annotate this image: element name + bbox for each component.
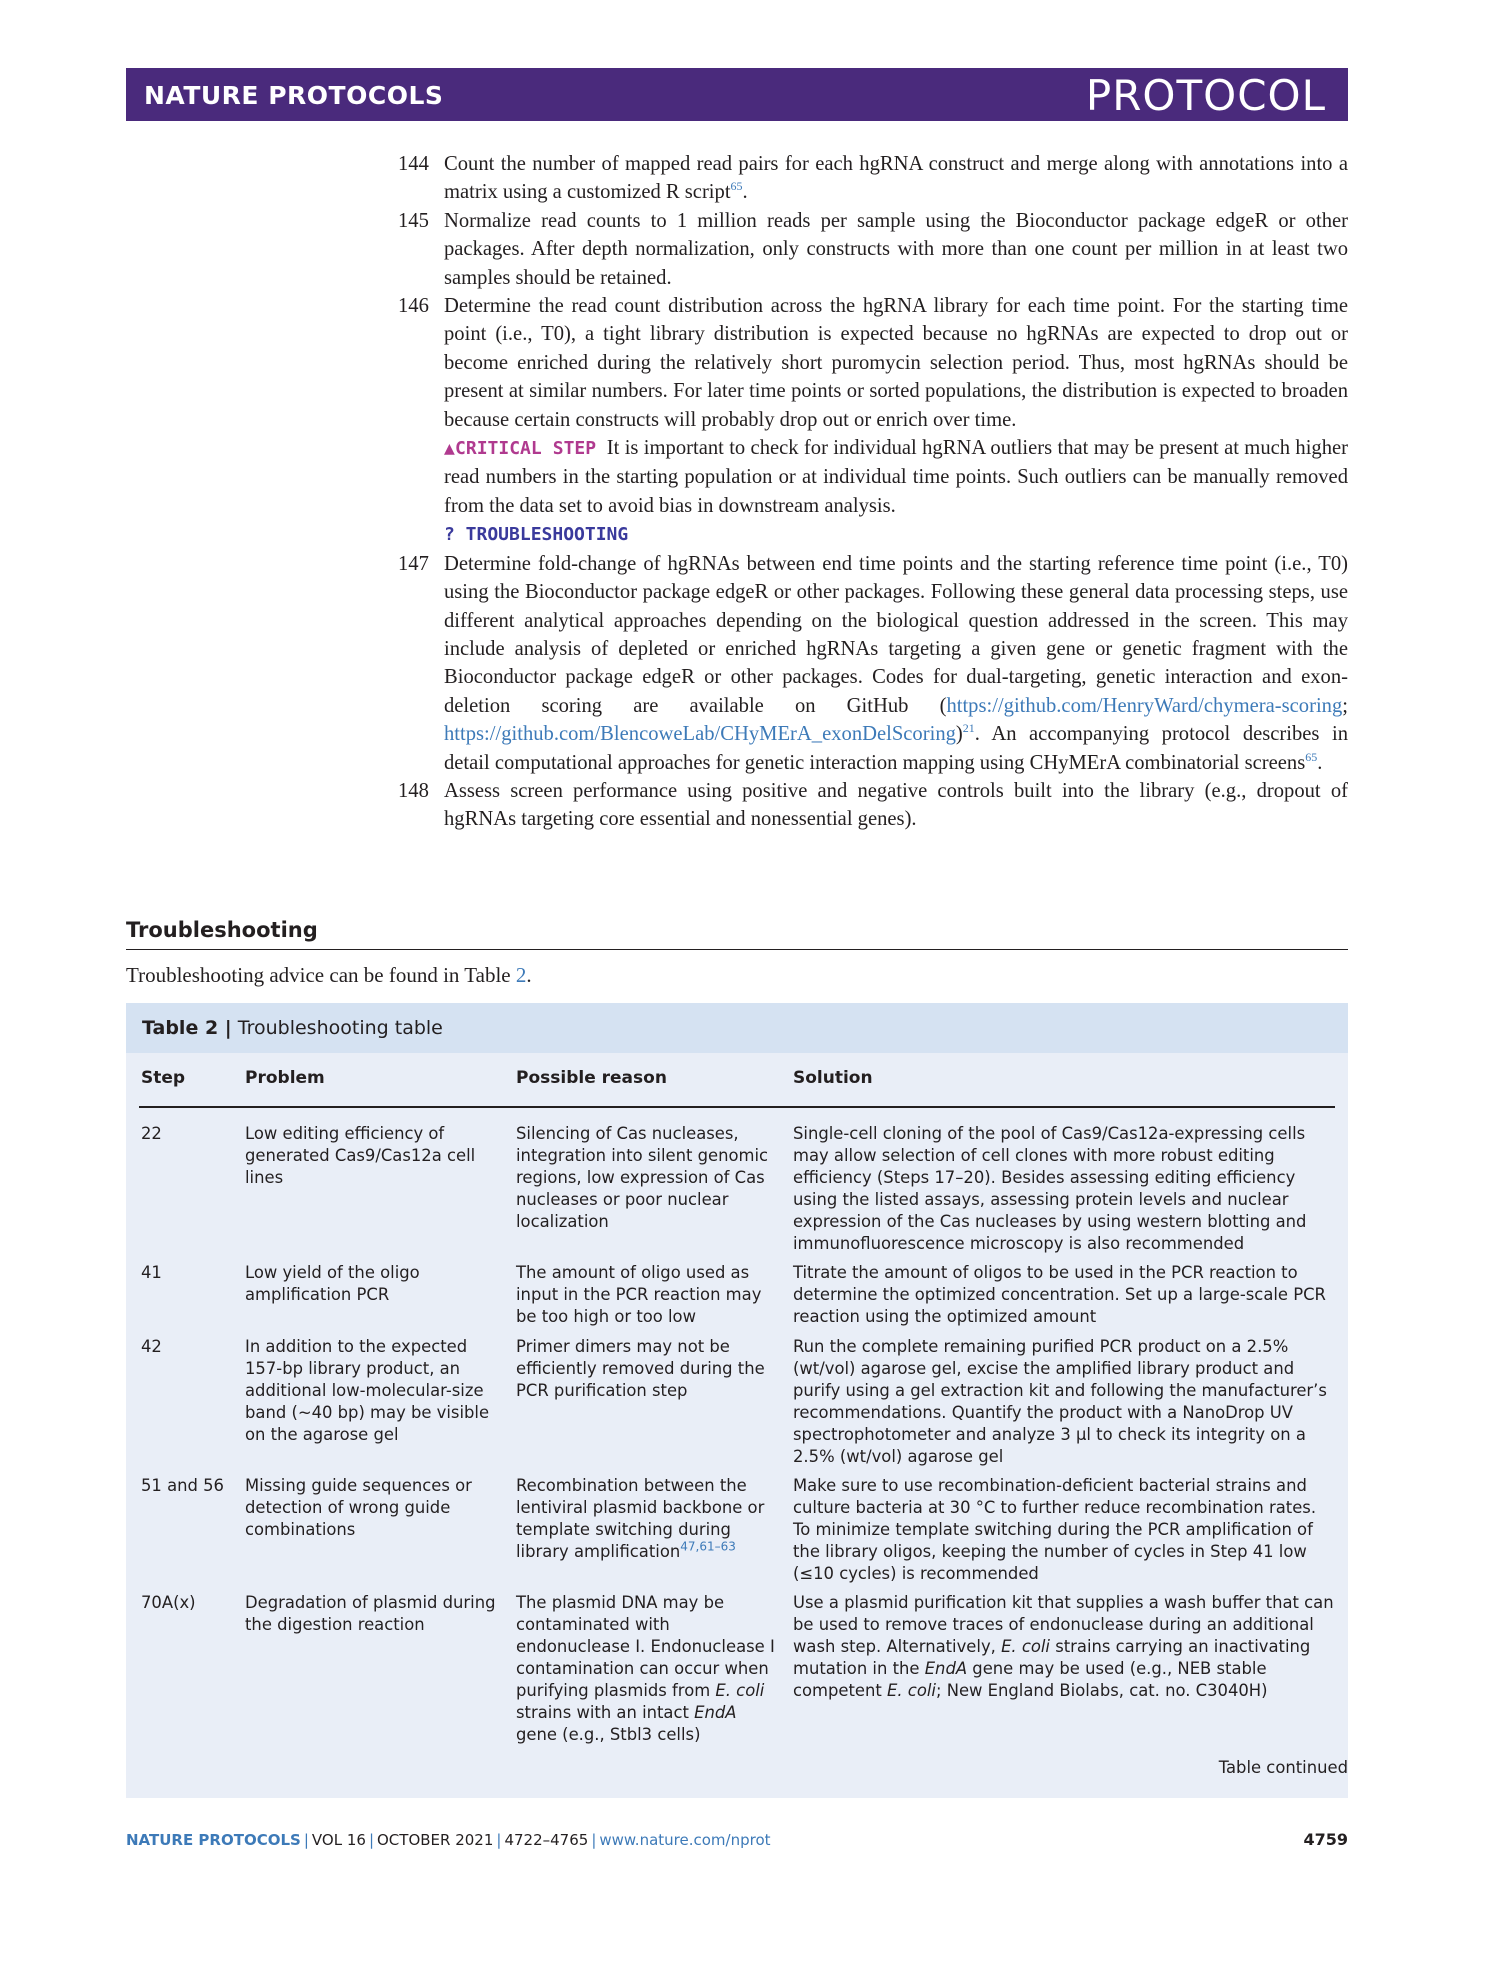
row-51-56-problem: Missing guide sequences or detection of wrong guide combinations xyxy=(245,1476,472,1539)
row-22-reason: Silencing of Cas nucleases, integration into silent genomic regions, low expression of Cas nucleases or poor nuclear localization xyxy=(516,1124,769,1231)
journal-name: NATURE PROTOCOLS xyxy=(144,81,444,110)
gene-italic: EndA xyxy=(694,1703,737,1722)
reason-text: The plasmid DNA may be contaminated with endonuclease I. Endonuclease I contamination can occur when purifying plasmids from xyxy=(516,1593,775,1700)
link-separator: ; xyxy=(1342,694,1348,717)
paren-close: ) xyxy=(955,723,963,746)
table-continued-note: Table continued xyxy=(1218,1758,1348,1777)
reference-link[interactable]: 65 xyxy=(1305,749,1318,764)
table-label: Table 2 | xyxy=(142,1017,232,1039)
troubleshooting-label[interactable]: ? TROUBLESHOOTING xyxy=(444,524,629,546)
intro-text: Troubleshooting advice can be found in Table xyxy=(126,963,516,987)
step-text: Determine fold-change of hgRNAs between end time points and the starting reference time point (i.e., T0) using the Bioconductor package edgeR or other packages. Following these general data processing steps, use different analytical approaches depending on the biological question addressed in the screen. This may include analysis of depleted or enriched hgRNAs targeting a given gene or genetic fragment with the Bioconductor package edgeR or other packages. Codes for dual-targeting, genetic interaction and exon-deletion scoring are available on GitHub ( xyxy=(444,552,1348,717)
table-title xyxy=(142,1017,443,1039)
troubleshooting-intro xyxy=(126,963,532,988)
procedure-steps xyxy=(398,150,1348,834)
reason-text: strains with an intact xyxy=(516,1703,695,1722)
step-146 xyxy=(398,292,1348,550)
species-italic: E. coli xyxy=(887,1681,936,1700)
row-41-reason: The amount of oligo used as input in the PCR reaction may be too high or too low xyxy=(516,1263,762,1326)
step-text: Normalize read counts to 1 million reads per sample using the Bioconductor package edgeR or other packages. After depth normalization, only constructs with more than one count per million in at least two samples should be retained. xyxy=(444,209,1348,289)
footer-separator: | xyxy=(303,1831,309,1849)
footer-url-link[interactable]: www.nature.com/nprot xyxy=(599,1831,771,1849)
row-22-problem: Low editing efficiency of generated Cas9/Cas12a cell lines xyxy=(245,1124,476,1187)
journal-header-bar xyxy=(126,68,1348,121)
step-144 xyxy=(398,150,1348,207)
step-number: 145 xyxy=(398,209,429,232)
footer-pages: 4722–4765 xyxy=(504,1831,589,1849)
footer-separator: | xyxy=(591,1831,597,1849)
column-header-problem: Problem xyxy=(245,1068,325,1088)
table-header-rule xyxy=(139,1106,1335,1108)
row-41-problem: Low yield of the oligo amplification PCR xyxy=(245,1263,420,1304)
species-italic: E. coli xyxy=(715,1681,765,1700)
intro-punct: . xyxy=(526,963,532,987)
article-type: PROTOCOL xyxy=(1085,71,1326,120)
table-title-text: Troubleshooting table xyxy=(237,1017,443,1039)
github-link-exondel-scoring[interactable]: https://github.com/BlencoweLab/CHyMErA_exonDelScoring xyxy=(444,723,956,746)
step-punct: . xyxy=(742,181,748,204)
solution-text: strains carrying an inactivating mutation in the xyxy=(793,1637,1311,1678)
reason-text: gene (e.g., Stbl3 cells) xyxy=(516,1725,701,1744)
row-41-step: 41 xyxy=(141,1263,162,1282)
column-header-step: Step xyxy=(141,1068,186,1088)
footer-separator: | xyxy=(496,1831,502,1849)
row-42-reason: Primer dimers may not be efficiently removed during the PCR purification step xyxy=(516,1337,765,1400)
section-title-troubleshooting: Troubleshooting xyxy=(126,918,318,942)
step-text: Determine the read count distribution across the hgRNA library for each time point. For the starting time point (i.e., T0), a tight library distribution is expected because no hgRNAs are expected to drop out or become enriched during the relatively short puromycin selection period. Thus, most hgRNAs should be present at similar numbers. For later time points or sorted populations, the distribution is expected to broaden because certain constructs will probably drop out or enrich over time. xyxy=(444,295,1348,431)
reason-text: Recombination between the lentiviral plasmid backbone or template switching during library amplification xyxy=(516,1476,765,1561)
section-divider xyxy=(126,949,1348,950)
reference-link[interactable]: 47,61–63 xyxy=(680,1539,736,1554)
row-51-56-step: 51 and 56 xyxy=(141,1476,224,1495)
step-number: 148 xyxy=(398,779,429,802)
row-42-solution: Run the complete remaining purified PCR product on a 2.5% (wt/vol) agarose gel, excise the amplified library product and purify using a gel extraction kit and following the manufacturer’s recommendations. Quantify the product with a NanoDrop UV spectrophotometer and analyze 3 µl to check its integrity on a 2.5% (wt/vol) agarose gel xyxy=(793,1337,1327,1466)
solution-text: gene may be used (e.g., NEB stable competent xyxy=(793,1659,1267,1700)
gene-italic: EndA xyxy=(924,1659,968,1678)
step-punct: . xyxy=(1317,751,1323,774)
footer-journal: NATURE PROTOCOLS xyxy=(126,1831,301,1849)
step-number: 146 xyxy=(398,295,429,318)
table-2-link[interactable]: 2 xyxy=(515,963,527,987)
step-number: 144 xyxy=(398,153,429,175)
row-51-56-reason xyxy=(516,1475,778,1563)
footer-volume: VOL 16 xyxy=(311,1831,366,1849)
row-70a-reason xyxy=(516,1592,778,1746)
row-42-problem: In addition to the expected 157-bp library product, an additional low-molecular-size band (~40 bp) may be visible on the agarose gel xyxy=(245,1337,490,1444)
row-70a-problem: Degradation of plasmid during the digestion reaction xyxy=(245,1593,496,1634)
page-number: 4759 xyxy=(1303,1830,1348,1849)
row-22-solution: Single-cell cloning of the pool of Cas9/Cas12a-expressing cells may allow selection of cell clones with more robust editing efficiency (Steps 17–20). Besides assessing editing efficiency using the listed assays, assessing protein levels and nuclear expression of the Cas nucleases by using western blotting and immunofluorescence microscopy is also recommended xyxy=(793,1124,1307,1253)
solution-text: Use a plasmid purification kit that supplies a wash buffer that can be used to remove traces of endonuclease during an additional wash step. Alternatively, xyxy=(793,1593,1334,1656)
species-italic: E. coli xyxy=(1001,1637,1050,1656)
critical-step-text: It is important to check for individual hgRNA outliers that may be present at much higher read numbers in the starting population or at individual time points. Such outliers can be manually removed from the data set to avoid bias in downstream analysis. xyxy=(444,437,1349,517)
table-title-bar xyxy=(126,1003,1348,1053)
reference-link[interactable]: 65 xyxy=(730,179,743,194)
step-text-cont: . An accompanying protocol describes in detail computational approaches for genetic interaction mapping using CHyMErA combinatorial screens xyxy=(444,723,1348,774)
step-text: Count the number of mapped read pairs for each hgRNA construct and merge along with annotations into a matrix using a customized R script xyxy=(444,153,1348,204)
step-147 xyxy=(398,550,1348,777)
step-145 xyxy=(398,207,1348,292)
row-51-56-solution: Make sure to use recombination-deficient bacterial strains and culture bacteria at 30 °C to further reduce recombination rates. To minimize template switching during the PCR amplification of the library oligos, keeping the number of cycles in Step 41 low (≤10 cycles) is recommended xyxy=(793,1476,1317,1583)
step-text: Assess screen performance using positive and negative controls built into the library (e.g., dropout of hgRNAs targeting core essential and nonessential genes). xyxy=(444,779,1348,831)
footer-date: OCTOBER 2021 xyxy=(377,1831,494,1849)
page-footer xyxy=(126,1831,771,1849)
row-70a-step: 70A(x) xyxy=(141,1593,196,1612)
github-link-chymera-scoring[interactable]: https://github.com/HenryWard/chymera-scoring xyxy=(946,694,1343,717)
row-41-solution: Titrate the amount of oligos to be used in the PCR reaction to determine the optimized concentration. Set up a large-scale PCR reaction using the optimized amount xyxy=(793,1263,1326,1326)
column-header-reason: Possible reason xyxy=(516,1068,667,1088)
column-header-solution: Solution xyxy=(793,1068,873,1088)
row-42-step: 42 xyxy=(141,1337,162,1356)
critical-step-label: ▲CRITICAL STEP xyxy=(444,438,597,460)
footer-separator: | xyxy=(368,1831,374,1849)
row-70a-solution xyxy=(793,1592,1338,1702)
step-148 xyxy=(398,777,1348,834)
row-22-step: 22 xyxy=(141,1124,162,1143)
solution-text: ; New England Biolabs, cat. no. C3040H) xyxy=(935,1681,1268,1700)
reference-link[interactable]: 21 xyxy=(962,721,975,736)
step-number: 147 xyxy=(398,552,429,575)
